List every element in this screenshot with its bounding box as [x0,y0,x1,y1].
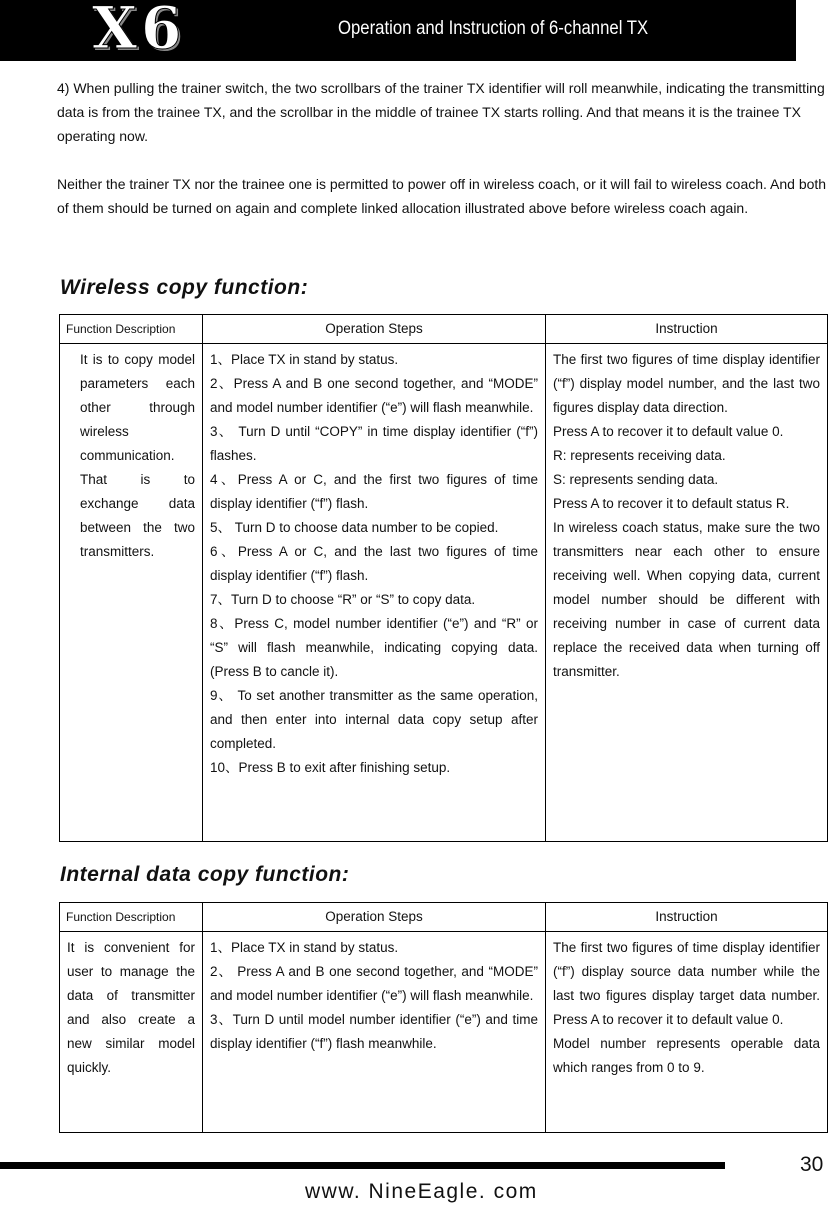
description-cell: It is convenient for user to manage the data of transmitter and also create a new similar model quickly. [60,932,203,1133]
col-header-description: Function Description [60,903,203,932]
table-header-row [60,315,828,344]
col-header-instruction: Instruction [546,315,828,344]
list-item: In wireless coach status, make sure the two transmitters near each other to ensure receiving well. When copying data, current model number should be different with receiving number in case of current data replace the received data when turning off transmitter. [553,520,820,679]
paragraph-trainer: 4) When pulling the trainer switch, the two scrollbars of the trainer TX identifier will roll meanwhile, indicating the transmitting data is from the trainee TX, and the scrollbar in the middle of trainee TX starts rolling. And that means it is the trainee TX operating now. [57,80,825,144]
list-item: 3、Turn D until model number identifier (“e”) and time display identifier (“f”) flash meanwhile. [210,1012,538,1051]
wireless-copy-table [59,314,828,842]
list-item: 1、Place TX in stand by status. [210,352,399,367]
header-bar [0,0,796,61]
list-item: 4、Press A or C, and the first two figures of time display identifier (“f”) flash. [210,472,538,511]
list-item: 10、Press B to exit after finishing setup. [210,760,451,775]
website-link[interactable]: www. NineEagle. com [305,1180,538,1203]
section-heading-wireless: Wireless copy function: [60,276,309,299]
list-item: Press A to recover it to default status R. [553,496,790,511]
list-item: 6、Press A or C, and the last two figures of time display identifier (“f”) flash. [210,544,538,583]
list-item: Model number represents operable data which ranges from 0 to 9. [553,1036,820,1075]
steps-cell [203,932,546,1133]
list-item: 5、 Turn D to choose data number to be copied. [210,520,499,535]
col-header-description: Function Description [60,315,203,344]
x6-logo: X6 [92,0,186,62]
col-header-steps: Operation Steps [203,315,546,344]
table-header-row [60,903,828,932]
list-item: The first two figures of time display identifier (“f”) display source data number while the last two figures display target data number. Press A to recover it to default value 0. [553,940,820,1027]
list-item: 2、Press A and B one second together, and “MODE” and model number identifier (“e”) will flash meanwhile. [210,376,538,415]
list-item: 8、Press C, model number identifier (“e”) and “R” or “S” will flash meanwhile, indicating copying data. (Press B to cancle it). [210,616,538,679]
table-row [60,932,828,1133]
list-item: R: represents receiving data. [553,448,726,463]
list-item: 2、 Press A and B one second together, and “MODE” and model number identifier (“e”) will flash meanwhile. [210,964,538,1003]
table-row [60,344,828,842]
list-item: 1、Place TX in stand by status. [210,940,399,955]
list-item: 3、 Turn D until “COPY” in time display identifier (“f”) flashes. [210,424,538,463]
page-number: 30 [800,1153,824,1176]
internal-copy-table [59,902,828,1133]
instruction-cell [546,344,828,842]
list-item: Press A to recover it to default value 0. [553,424,784,439]
footer-rule [0,1162,725,1169]
list-item: 9、 To set another transmitter as the same operation, and then enter into internal data copy setup after completed. [210,688,538,751]
col-header-instruction: Instruction [546,903,828,932]
steps-cell [203,344,546,842]
col-header-steps: Operation Steps [203,903,546,932]
list-item: 7、Turn D to choose “R” or “S” to copy data. [210,592,476,607]
paragraph-power-warning: Neither the trainer TX nor the trainee one is permitted to power off in wireless coach, or it will fail to wireless coach. And both of them should be turned on again and complete linked allocation illustrated above before wireless coach again. [57,176,827,216]
description-cell: It is to copy model parameters each other through wireless communication. That is to exchange data between the two transmitters. [60,344,203,842]
list-item: S: represents sending data. [553,472,719,487]
list-item: The first two figures of time display identifier (“f”) display model number, and the last two figures display data direction. [553,352,820,415]
section-heading-internal: Internal data copy function: [60,863,350,886]
header-title: Operation and Instruction of 6-channel TX [338,18,649,39]
instruction-cell [546,932,828,1133]
